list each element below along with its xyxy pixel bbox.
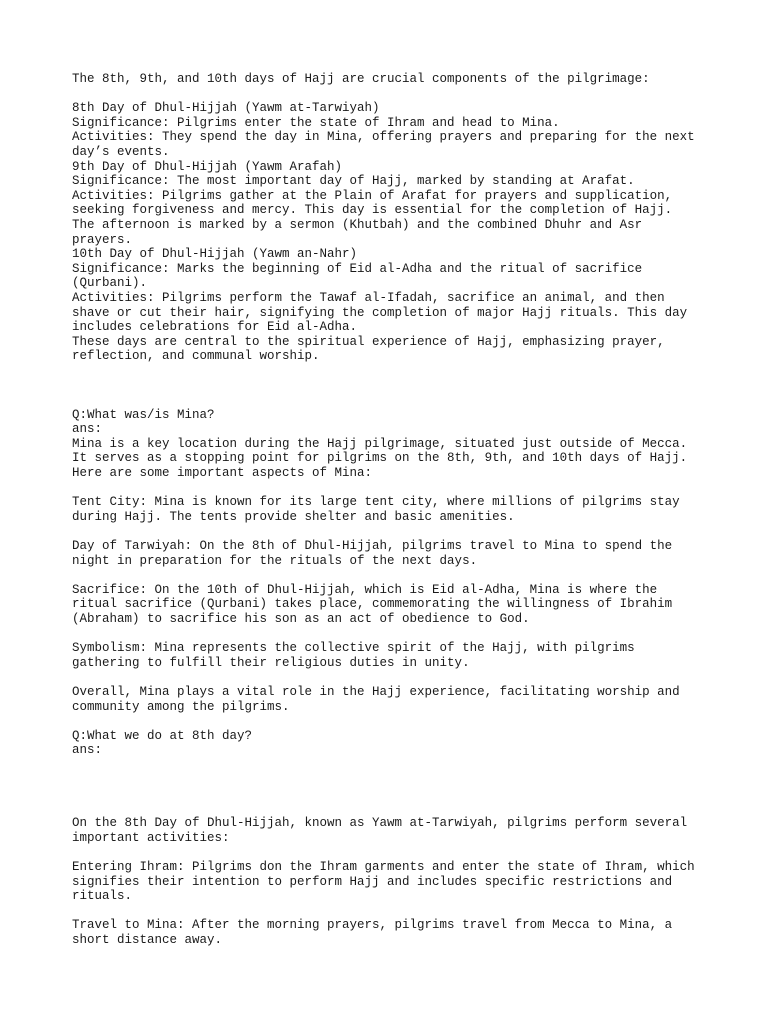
text-line: important activities: <box>72 830 230 845</box>
text-line: seeking forgiveness and mercy. This day is essential for the completion of Hajj. <box>72 203 673 218</box>
blank-line <box>72 364 722 379</box>
text-line: signifies their intention to perform Hajj and includes specific restrictions and <box>72 874 673 889</box>
text-line: Significance: Pilgrims enter the state of Ihram and head to Mina. <box>72 115 560 130</box>
text-line: Sacrifice: On the 10th of Dhul-Hijjah, which is Eid al-Adha, Mina is where the <box>72 582 658 597</box>
document-body <box>72 72 722 948</box>
text-line: Activities: Pilgrims gather at the Plain of Arafat for prayers and supplication, <box>72 188 673 203</box>
text-line: Q:What we do at 8th day? <box>72 728 253 743</box>
blank-line <box>72 904 722 919</box>
text-line: ritual sacrifice (Qurbani) takes place, commemorating the willingness of Ibrahim <box>72 597 673 612</box>
text-line: Activities: Pilgrims perform the Tawaf al-Ifadah, sacrifice an animal, and then <box>72 290 665 305</box>
text-line: These days are central to the spiritual experience of Hajj, emphasizing prayer, <box>72 334 665 349</box>
text-line: On the 8th Day of Dhul-Hijjah, known as Yawm at-Tarwiyah, pilgrims perform several <box>72 816 688 831</box>
blank-line <box>72 787 722 802</box>
blank-line <box>72 524 722 539</box>
text-line: includes celebrations for Eid al-Adha. <box>72 320 358 335</box>
text-line: Entering Ihram: Pilgrims don the Ihram garments and enter the state of Ihram, which <box>72 860 695 875</box>
text-line: reflection, and communal worship. <box>72 349 320 364</box>
blank-line <box>72 773 722 788</box>
blank-line <box>72 714 722 729</box>
text-line: Mina is a key location during the Hajj pilgrimage, situated just outside of Mecca. <box>72 436 688 451</box>
text-line: The 8th, 9th, and 10th days of Hajj are crucial components of the pilgrimage: <box>72 72 650 86</box>
text-line: community among the pilgrims. <box>72 699 290 714</box>
blank-line <box>72 758 722 773</box>
text-line: Significance: The most important day of Hajj, marked by standing at Arafat. <box>72 174 635 189</box>
text-line: (Abraham) to sacrifice his son as an act of obedience to God. <box>72 611 530 626</box>
text-line: 10th Day of Dhul-Hijjah (Yawm an-Nahr) <box>72 247 358 262</box>
text-line: shave or cut their hair, signifying the completion of major Hajj rituals. This day <box>72 305 688 320</box>
text-line: Travel to Mina: After the morning prayers, pilgrims travel from Mecca to Mina, a <box>72 918 673 933</box>
text-line: night in preparation for the rituals of the next days. <box>72 553 478 568</box>
blank-line <box>72 393 722 408</box>
text-line: 8th Day of Dhul-Hijjah (Yawm at-Tarwiyah) <box>72 101 380 116</box>
blank-line <box>72 845 722 860</box>
text-line: ans: <box>72 743 103 758</box>
text-line: ans: <box>72 422 103 437</box>
text-line: Overall, Mina plays a vital role in the Hajj experience, facilitating worship and <box>72 684 680 699</box>
blank-line <box>72 87 722 102</box>
text-line: Symbolism: Mina represents the collective spirit of the Hajj, with pilgrims <box>72 641 635 656</box>
text-line: during Hajj. The tents provide shelter and basic amenities. <box>72 509 515 524</box>
text-line: Here are some important aspects of Mina: <box>72 466 373 481</box>
blank-line <box>72 627 722 642</box>
blank-line <box>72 378 722 393</box>
text-line: It serves as a stopping point for pilgrims on the 8th, 9th, and 10th days of Hajj. <box>72 451 688 466</box>
text-line: rituals. <box>72 889 133 904</box>
text-line: The afternoon is marked by a sermon (Khutbah) and the combined Dhuhr and Asr <box>72 217 643 232</box>
blank-line <box>72 481 722 496</box>
text-line: Tent City: Mina is known for its large tent city, where millions of pilgrims stay <box>72 495 680 510</box>
blank-line <box>72 568 722 583</box>
blank-line <box>72 670 722 685</box>
text-line: (Qurbani). <box>72 276 148 291</box>
text-line: Day of Tarwiyah: On the 8th of Dhul-Hijjah, pilgrims travel to Mina to spend the <box>72 539 673 553</box>
text-line: gathering to fulfill their religious duties in unity. <box>72 655 470 670</box>
blank-line <box>72 802 722 817</box>
text-line: prayers. <box>72 232 133 247</box>
text-line: 9th Day of Dhul-Hijjah (Yawm Arafah) <box>72 159 343 174</box>
text-line: Activities: They spend the day in Mina, offering prayers and preparing for the next <box>72 130 695 145</box>
text-line: Significance: Marks the beginning of Eid al-Adha and the ritual of sacrifice <box>72 261 643 276</box>
text-line: Q:What was/is Mina? <box>72 407 215 422</box>
text-line: short distance away. <box>72 933 223 948</box>
text-line: day’s events. <box>72 144 170 159</box>
